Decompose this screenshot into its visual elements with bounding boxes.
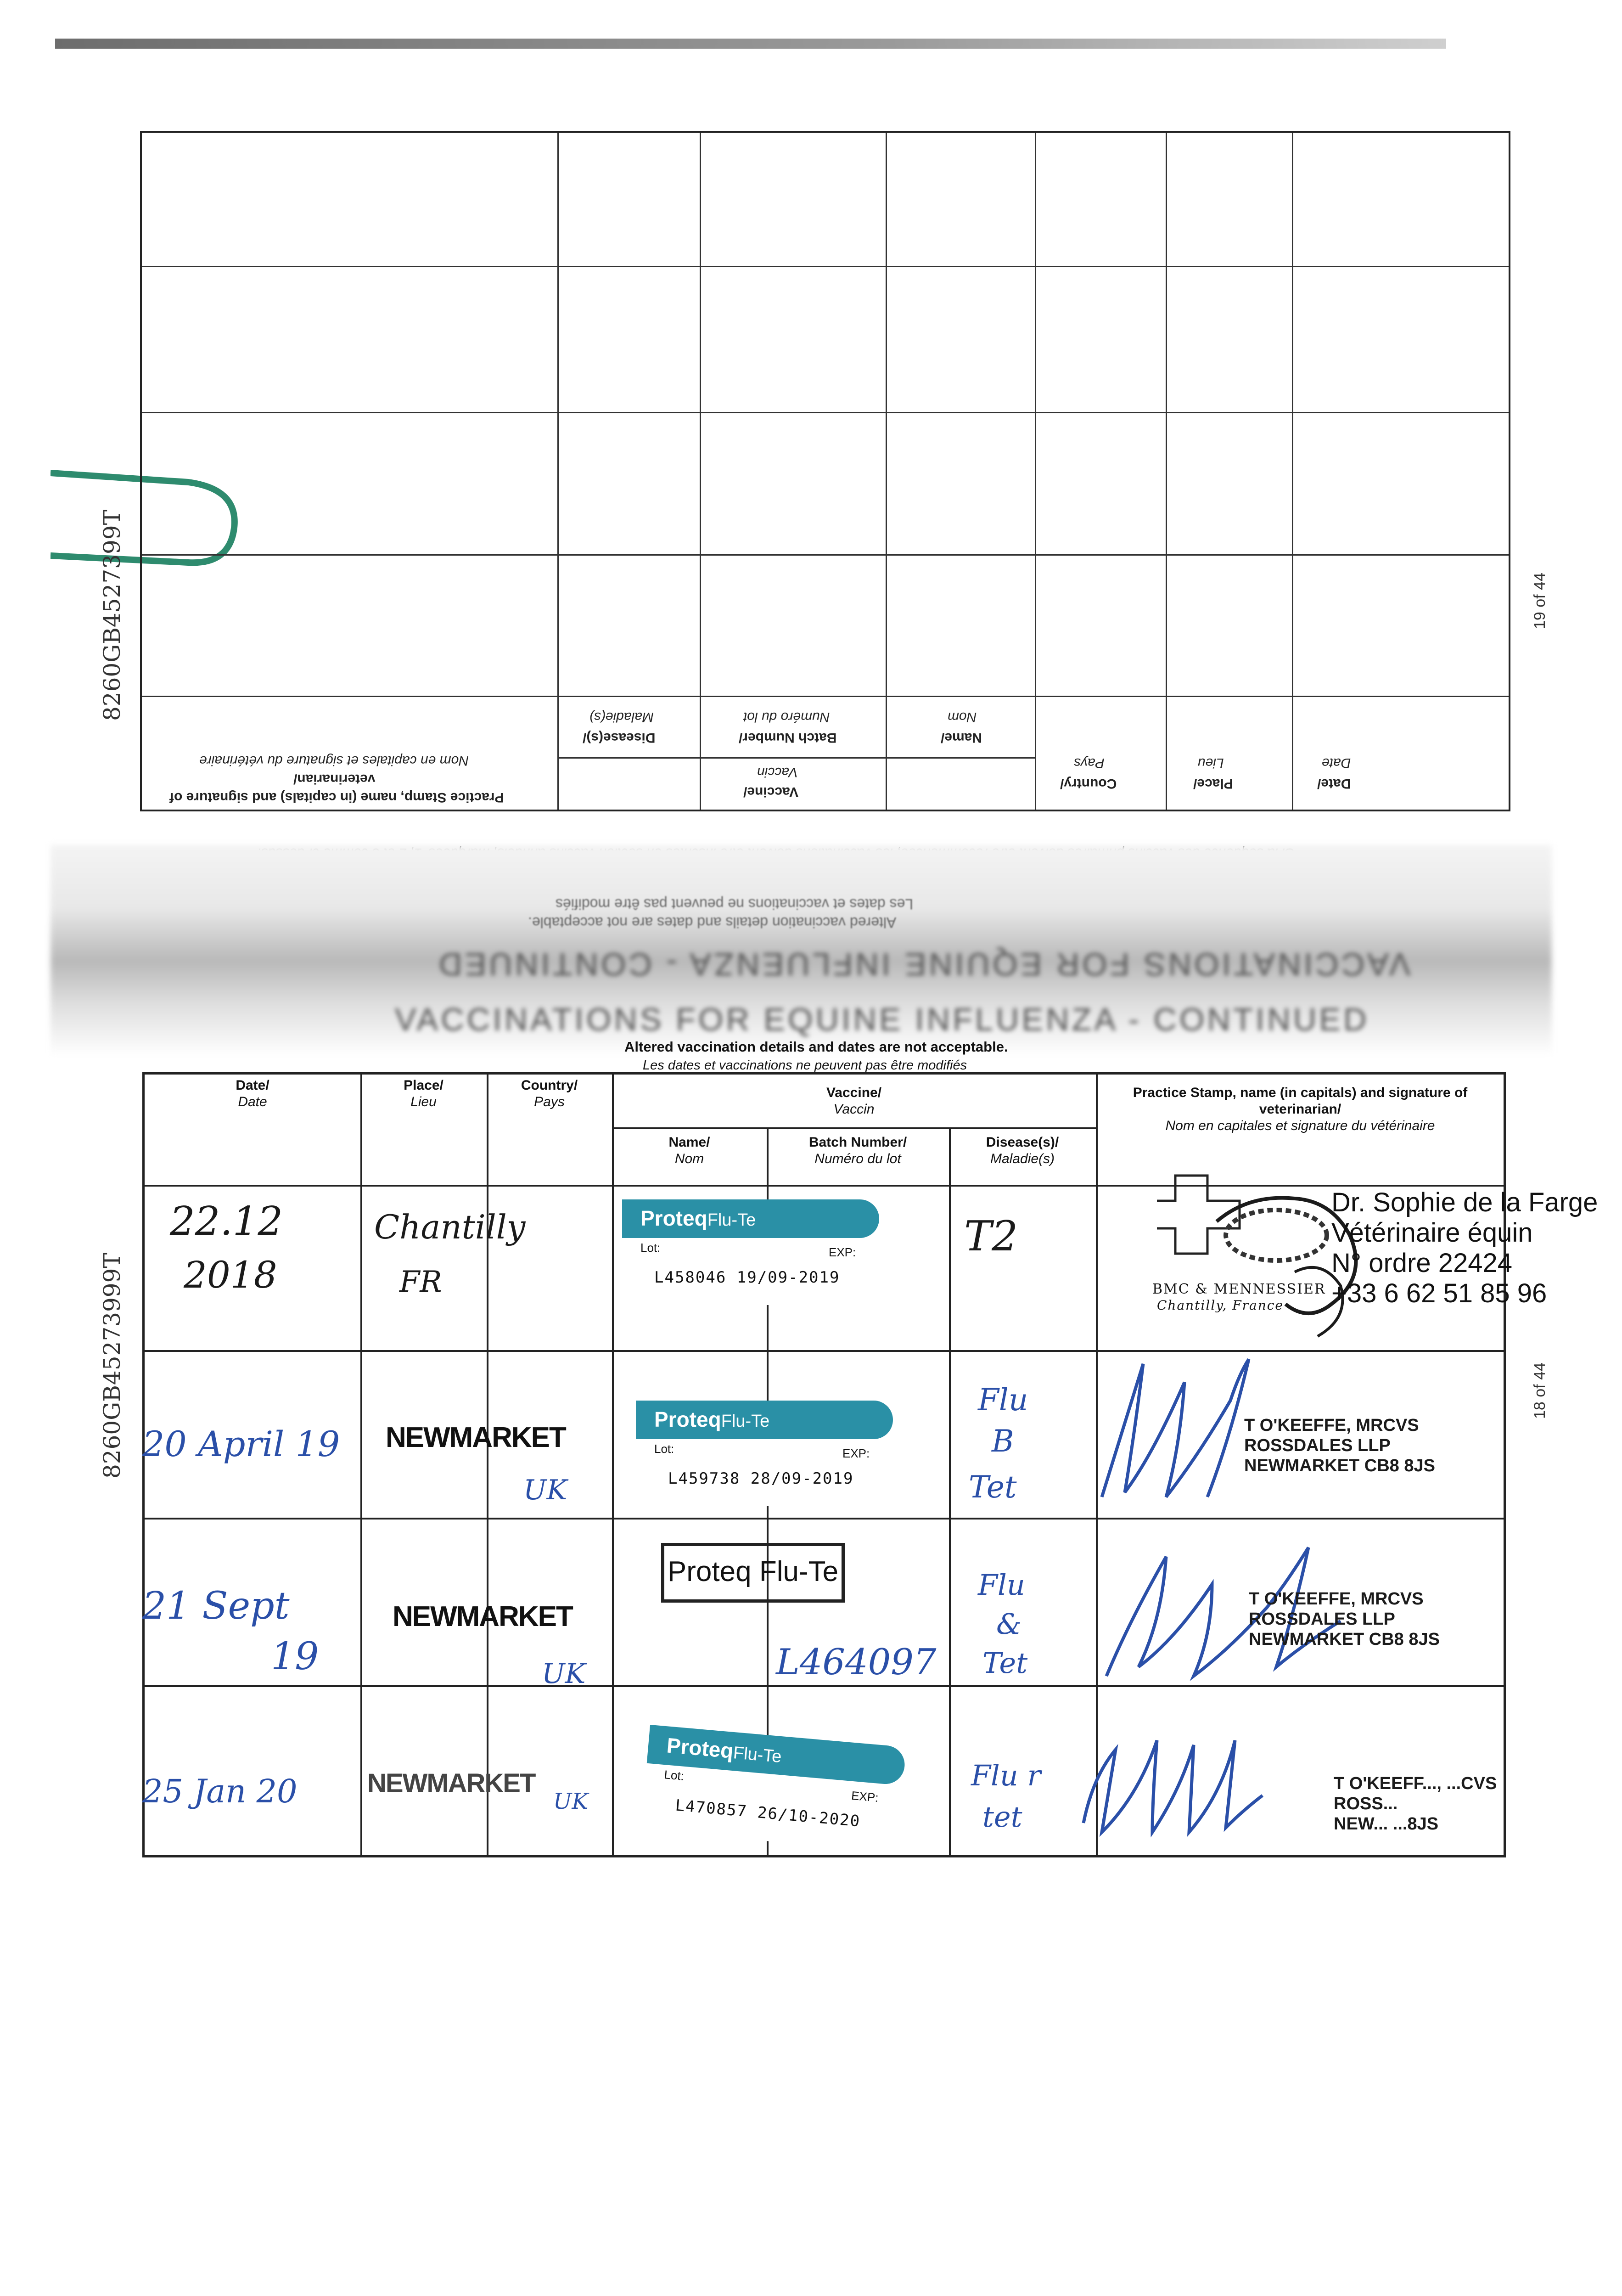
upper-hdr-place: Place/ <box>1193 776 1233 791</box>
lower-hdr-country: Country/ Pays <box>521 1078 578 1109</box>
row3-stamp-line3: NEWMARKET CB8 8JS <box>1249 1630 1440 1649</box>
lower-page-number: 18 of 44 <box>1531 1362 1549 1419</box>
row1-vaccine-sticker: ProteqFlu-Te Lot: EXP: L458046 19/09-2019 <box>622 1199 879 1305</box>
upper-blur-notice-en: Altered vaccination details and dates are not acceptable. <box>528 914 897 931</box>
lower-notice-fr: Les dates et vaccinations ne peuvent pas être modifiés <box>643 1058 967 1073</box>
upper-hdr-date-fr: Date <box>1322 755 1351 771</box>
lower-hdr-vaccine: Vaccine/ Vaccin <box>826 1085 882 1117</box>
row2-date: 20 April 19 <box>142 1424 340 1464</box>
row1-clinic-name: BMC & MENNESSIER <box>1152 1281 1326 1297</box>
lower-hdr-stamp: Practice Stamp, name (in capitals) and signature of veterinarian/ Nom en capitales et signature du vétérinaire <box>1133 1085 1468 1133</box>
row2-disease-1: Flu <box>978 1382 1028 1418</box>
upper-hdr-country-fr: Pays <box>1074 755 1105 771</box>
upper-hdr-batch-fr: Numéro du lot <box>743 709 830 725</box>
row4-stamp-line3: NEW... ...8JS <box>1334 1814 1439 1834</box>
upper-passport-id: 8260GB4527399T <box>99 510 125 721</box>
upper-hdr-country: Country/ <box>1060 776 1117 791</box>
row4-date: 25 Jan 20 <box>142 1773 297 1810</box>
row1-place: Chantilly <box>374 1208 526 1246</box>
scan-edge-bar <box>55 39 1446 49</box>
row2-stamp-line3: NEWMARKET CB8 8JS <box>1244 1456 1435 1475</box>
row4-place: NEWMARKET <box>367 1768 535 1798</box>
lower-ghost-heading: VACCINATIONS FOR EQUINE INFLUENZA - CONTINUED <box>395 1002 1369 1037</box>
upper-hdr-stamp-2: veterinarian/ <box>293 771 376 787</box>
row3-stamp-line2: ROSSDALES LLP <box>1249 1609 1395 1629</box>
row2-stamp-line1: T O'KEEFFE, MRCVS <box>1244 1416 1419 1435</box>
upper-hdr-name-fr: Nom <box>948 709 977 725</box>
upper-page-number: 19 of 44 <box>1531 573 1549 629</box>
row1-disease: T2 <box>964 1212 1018 1261</box>
lower-hdr-disease: Disease(s)/ Maladie(s) <box>986 1135 1059 1166</box>
row4-stamp-line2: ROSS... <box>1334 1794 1398 1813</box>
upper-hdr-disease-fr: Maladie(s) <box>589 709 654 725</box>
upper-ghost-heading: VACCINATIONS FOR EQUINE INFLUENZA - CONTINUED <box>436 946 1411 982</box>
row3-date-line2: 19 <box>271 1635 319 1678</box>
upper-hdr-name: Name/ <box>941 730 982 745</box>
row1-date-line2: 2018 <box>184 1254 277 1296</box>
row4-stamp-line1: T O'KEEFF..., ...CVS <box>1334 1774 1497 1793</box>
upper-hdr-stamp: Practice Stamp, name (in capitals) and signature of <box>169 790 504 805</box>
row2-vaccine-sticker: ProteqFlu-Te Lot: EXP: L459738 28/09-2019 <box>636 1401 893 1506</box>
row3-place: NEWMARKET <box>393 1601 572 1632</box>
row3-disease-2: & <box>996 1607 1022 1641</box>
upper-hdr-batch: Batch Number/ <box>739 730 837 745</box>
row1-vet-title: Vétérinaire équin <box>1331 1218 1533 1248</box>
upper-hdr-date: Date/ <box>1317 776 1351 791</box>
row3-batch: L464097 <box>776 1642 937 1683</box>
row4-batch: L470857 26/10-2020 <box>674 1796 861 1831</box>
row3-date-line1: 21 Sept <box>142 1584 290 1628</box>
lower-passport-id: 8260GB45273999T <box>99 1253 125 1479</box>
lower-hdr-place: Place/ Lieu <box>404 1078 443 1109</box>
upper-hdr-place-fr: Lieu <box>1198 755 1224 771</box>
row2-signature <box>1093 1345 1267 1520</box>
upper-hdr-disease: Disease(s)/ <box>583 730 656 745</box>
row3-disease-1: Flu <box>978 1568 1025 1602</box>
row2-country: UK <box>523 1474 567 1506</box>
row3-vaccine-stamp: Proteq Flu-Te <box>661 1543 845 1603</box>
upper-hdr-vaccine-fr: Vaccin <box>757 765 798 780</box>
lower-hdr-batch: Batch Number/ Numéro du lot <box>808 1135 907 1166</box>
row2-batch: L459738 28/09-2019 <box>668 1469 854 1488</box>
lower-hdr-date: Date/ Date <box>236 1078 269 1109</box>
row1-vet-phone: +33 6 62 51 85 96 <box>1331 1278 1547 1308</box>
row2-disease-3: Tet <box>969 1469 1017 1505</box>
row3-stamp-line1: T O'KEEFFE, MRCVS <box>1249 1589 1424 1609</box>
upper-hdr-vaccine: Vaccine/ <box>743 784 799 799</box>
row2-place: NEWMARKET <box>386 1422 566 1453</box>
row4-disease-2: tet <box>982 1800 1022 1834</box>
upper-blur-notice-fr: Les dates et vaccinations ne peuvent pas être modifiés <box>556 896 914 912</box>
row3-country: UK <box>542 1658 586 1690</box>
lower-hdr-name: Name/ Nom <box>668 1135 710 1166</box>
row3-disease-3: Tet <box>982 1646 1028 1680</box>
row2-disease-2: B <box>992 1424 1014 1459</box>
lower-notice-en: Altered vaccination details and dates are not acceptable. <box>624 1039 1008 1055</box>
row4-disease-1: Flu r <box>971 1759 1041 1792</box>
row1-date-line1: 22.12 <box>170 1199 283 1244</box>
row1-batch: L458046 19/09-2019 <box>654 1268 840 1287</box>
row4-signature <box>1074 1722 1267 1846</box>
row1-country: FR <box>399 1265 442 1299</box>
row1-clinic-town: Chantilly, France <box>1157 1298 1284 1313</box>
row1-vet-name: Dr. Sophie de la Farge <box>1331 1187 1598 1217</box>
upper-hdr-stamp-fr: Nom en capitales et signature du vétérinaire <box>199 753 469 768</box>
row1-vet-number: N° ordre 22424 <box>1331 1248 1512 1278</box>
row4-country: UK <box>553 1789 589 1814</box>
row2-stamp-line2: ROSSDALES LLP <box>1244 1436 1391 1455</box>
row4-vaccine-sticker: ProteqFlu-Te Lot: EXP: L470857 26/10-2020 <box>641 1725 906 1852</box>
upper-vaccination-table <box>140 131 1510 811</box>
